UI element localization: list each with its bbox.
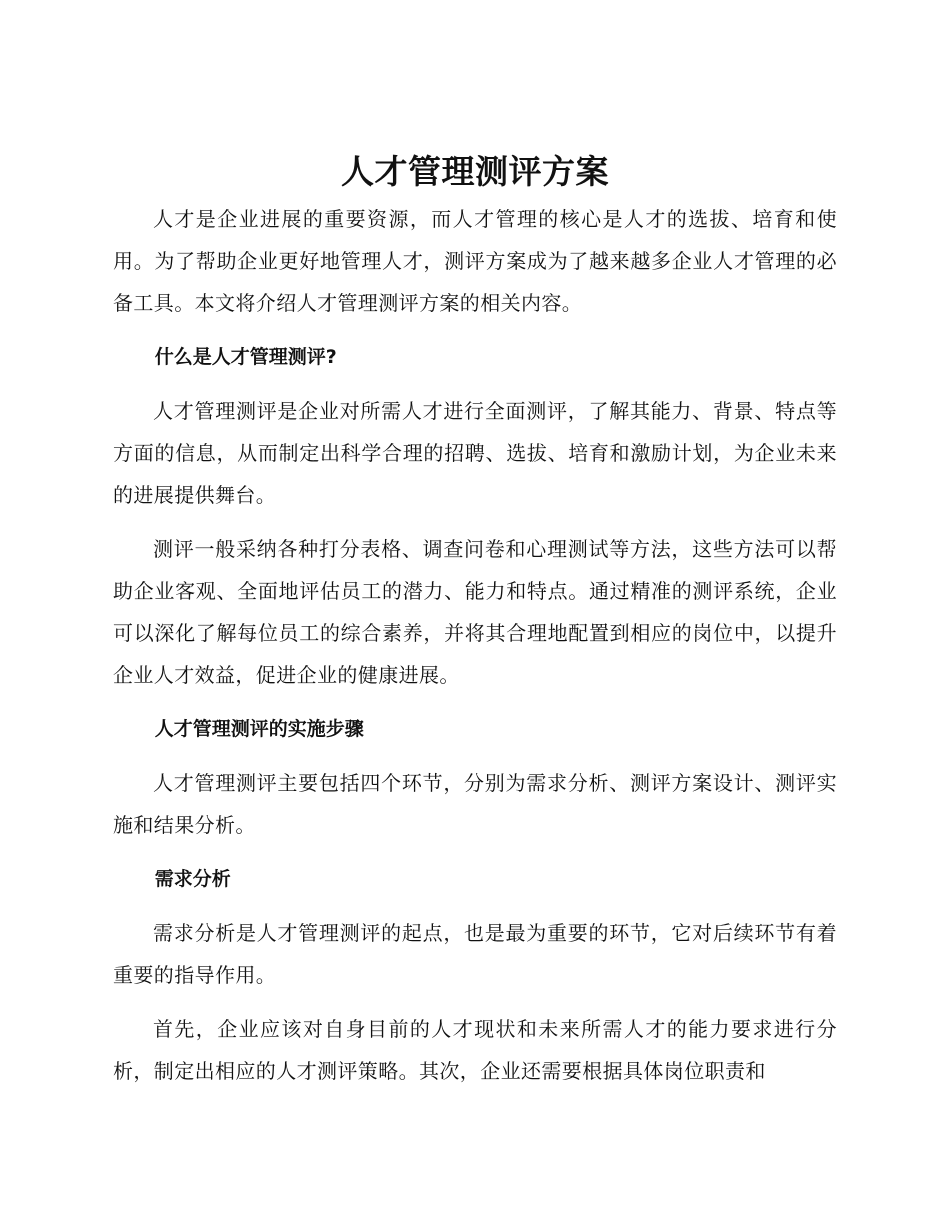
- steps-paragraph: 人才管理测评主要包括四个环节，分别为需求分析、测评方案设计、测评实施和结果分析。: [113, 771, 837, 837]
- document-title: 人才管理测评方案: [341, 152, 609, 191]
- intro-paragraph: 人才是企业进展的重要资源，而人才管理的核心是人才的选拔、培育和使用。为了帮助企业更好地管理人才，测评方案成为了越来越多企业人才管理的必备工具。本文将介绍人才管理测评方案的相关内容。: [113, 207, 837, 315]
- definition-paragraph: 人才管理测评是企业对所需人才进行全面测评，了解其能力、背景、特点等方面的信息，从而制定出科学合理的招聘、选拔、培育和激励计划，为企业未来的进展提供舞台。: [113, 399, 837, 507]
- section-heading-needs-analysis: 需求分析: [154, 868, 231, 890]
- document-body: [113, 150, 837, 1104]
- section-heading-steps: 人才管理测评的实施步骤: [154, 718, 364, 740]
- section-heading-what-is: 什么是人才管理测评?: [154, 346, 337, 368]
- needs-analysis-detail-paragraph: 首先，企业应该对自身目前的人才现状和未来所需人才的能力要求进行分析，制定出相应的人才测评策略。其次，企业还需要根据具体岗位职责和: [113, 1017, 837, 1083]
- methods-paragraph: 测评一般采纳各种打分表格、调查问卷和心理测试等方法，这些方法可以帮助企业客观、全面地评估员工的潜力、能力和特点。通过精准的测评系统，企业可以深化了解每位员工的综合素养，并将其合理地配置到相应的岗位中，以提升企业人才效益，促进企业的健康进展。: [113, 537, 837, 687]
- needs-analysis-paragraph: 需求分析是人才管理测评的起点，也是最为重要的环节，它对后续环节有着重要的指导作用。: [113, 921, 837, 987]
